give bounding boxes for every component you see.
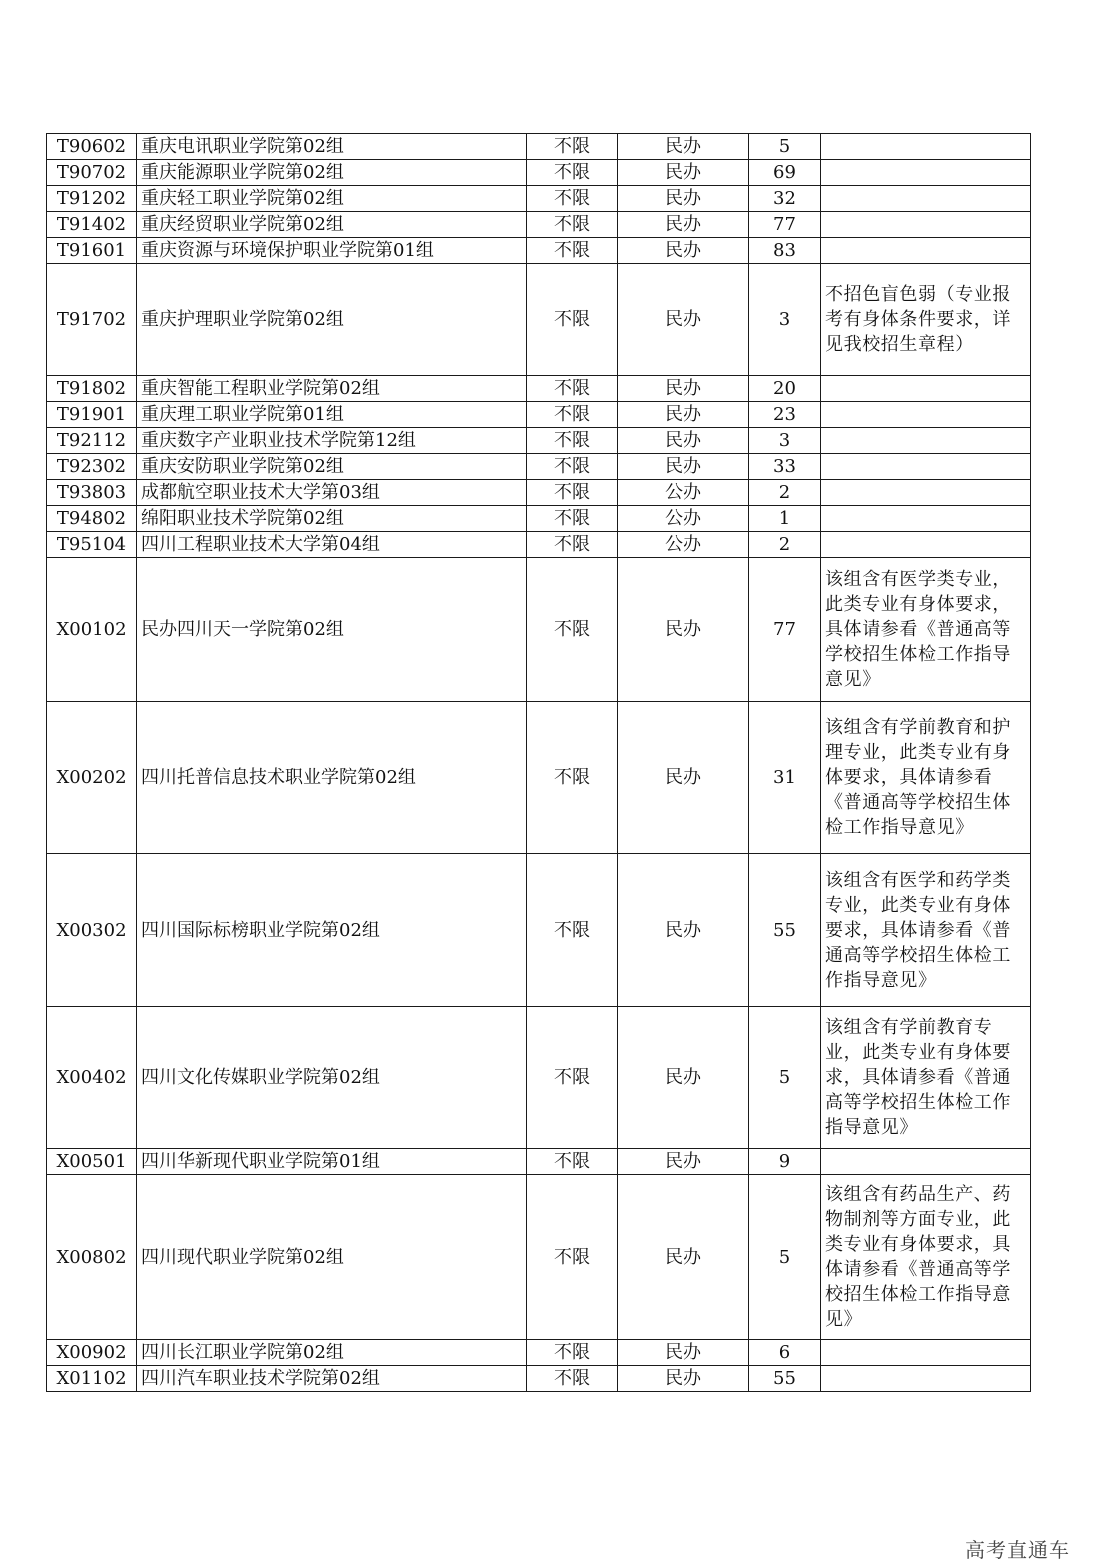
college-name-cell: 重庆能源职业学院第02组 bbox=[137, 160, 527, 186]
subject-limit-cell: 不限 bbox=[527, 506, 618, 532]
group-code-cell: X00102 bbox=[47, 558, 137, 702]
remark-cell bbox=[821, 238, 1031, 264]
table-row bbox=[47, 212, 1031, 238]
remark-cell bbox=[821, 186, 1031, 212]
group-code-cell: T90602 bbox=[47, 134, 137, 160]
subject-limit-cell: 不限 bbox=[527, 428, 618, 454]
school-type-cell: 民办 bbox=[618, 1340, 749, 1366]
remark-cell: 不招色盲色弱（专业报考有身体条件要求，详见我校招生章程） bbox=[821, 264, 1031, 376]
table-row bbox=[47, 238, 1031, 264]
remark-cell: 该组含有学前教育专业，此类专业有身体要求，具体请参看《普通高等学校招生体检工作指导意见》 bbox=[821, 1007, 1031, 1149]
subject-limit-cell: 不限 bbox=[527, 1340, 618, 1366]
subject-limit-cell: 不限 bbox=[527, 186, 618, 212]
plan-count-cell: 2 bbox=[749, 480, 821, 506]
plan-count-cell: 3 bbox=[749, 428, 821, 454]
remark-cell bbox=[821, 212, 1031, 238]
table-row bbox=[47, 532, 1031, 558]
college-name-cell: 重庆经贸职业学院第02组 bbox=[137, 212, 527, 238]
group-code-cell: T95104 bbox=[47, 532, 137, 558]
subject-limit-cell: 不限 bbox=[527, 402, 618, 428]
college-name-cell: 绵阳职业技术学院第02组 bbox=[137, 506, 527, 532]
subject-limit-cell: 不限 bbox=[527, 1007, 618, 1149]
watermark-text: 高考直通车 bbox=[965, 1538, 1070, 1562]
school-type-cell: 公办 bbox=[618, 506, 749, 532]
table-row bbox=[47, 854, 1031, 1007]
table-row bbox=[47, 428, 1031, 454]
plan-count-cell: 23 bbox=[749, 402, 821, 428]
plan-count-cell: 3 bbox=[749, 264, 821, 376]
plan-count-cell: 5 bbox=[749, 134, 821, 160]
table-row bbox=[47, 454, 1031, 480]
subject-limit-cell: 不限 bbox=[527, 238, 618, 264]
school-type-cell: 民办 bbox=[618, 212, 749, 238]
school-type-cell: 民办 bbox=[618, 454, 749, 480]
group-code-cell: X00302 bbox=[47, 854, 137, 1007]
plan-count-cell: 20 bbox=[749, 376, 821, 402]
plan-count-cell: 69 bbox=[749, 160, 821, 186]
subject-limit-cell: 不限 bbox=[527, 1149, 618, 1175]
school-type-cell: 民办 bbox=[618, 160, 749, 186]
college-name-cell: 重庆轻工职业学院第02组 bbox=[137, 186, 527, 212]
plan-count-cell: 77 bbox=[749, 558, 821, 702]
group-code-cell: T92302 bbox=[47, 454, 137, 480]
table-row bbox=[47, 702, 1031, 854]
school-type-cell: 民办 bbox=[618, 402, 749, 428]
table-row bbox=[47, 402, 1031, 428]
college-name-cell: 民办四川天一学院第02组 bbox=[137, 558, 527, 702]
college-name-cell: 四川文化传媒职业学院第02组 bbox=[137, 1007, 527, 1149]
school-type-cell: 民办 bbox=[618, 264, 749, 376]
remark-cell bbox=[821, 454, 1031, 480]
college-name-cell: 重庆安防职业学院第02组 bbox=[137, 454, 527, 480]
plan-count-cell: 2 bbox=[749, 532, 821, 558]
table-body bbox=[47, 134, 1031, 1392]
table-row bbox=[47, 1007, 1031, 1149]
subject-limit-cell: 不限 bbox=[527, 532, 618, 558]
plan-count-cell: 5 bbox=[749, 1175, 821, 1340]
group-code-cell: T91601 bbox=[47, 238, 137, 264]
group-code-cell: T90702 bbox=[47, 160, 137, 186]
subject-limit-cell: 不限 bbox=[527, 702, 618, 854]
college-name-cell: 重庆数字产业职业技术学院第12组 bbox=[137, 428, 527, 454]
school-type-cell: 民办 bbox=[618, 1007, 749, 1149]
remark-cell: 该组含有医学和药学类专业，此类专业有身体要求，具体请参看《普通高等学校招生体检工作指导意见》 bbox=[821, 854, 1031, 1007]
group-code-cell: X00902 bbox=[47, 1340, 137, 1366]
group-code-cell: T91202 bbox=[47, 186, 137, 212]
group-code-cell: T91702 bbox=[47, 264, 137, 376]
college-name-cell: 四川长江职业学院第02组 bbox=[137, 1340, 527, 1366]
school-type-cell: 民办 bbox=[618, 428, 749, 454]
plan-count-cell: 1 bbox=[749, 506, 821, 532]
subject-limit-cell: 不限 bbox=[527, 134, 618, 160]
plan-count-cell: 31 bbox=[749, 702, 821, 854]
subject-limit-cell: 不限 bbox=[527, 480, 618, 506]
school-type-cell: 公办 bbox=[618, 480, 749, 506]
subject-limit-cell: 不限 bbox=[527, 558, 618, 702]
remark-cell bbox=[821, 428, 1031, 454]
group-code-cell: T91802 bbox=[47, 376, 137, 402]
table-row bbox=[47, 480, 1031, 506]
plan-count-cell: 55 bbox=[749, 854, 821, 1007]
group-code-cell: T91402 bbox=[47, 212, 137, 238]
plan-count-cell: 6 bbox=[749, 1340, 821, 1366]
school-type-cell: 民办 bbox=[618, 238, 749, 264]
college-name-cell: 四川国际标榜职业学院第02组 bbox=[137, 854, 527, 1007]
table-row bbox=[47, 1149, 1031, 1175]
subject-limit-cell: 不限 bbox=[527, 454, 618, 480]
table-row bbox=[47, 186, 1031, 212]
table-row bbox=[47, 1175, 1031, 1340]
remark-cell: 该组含有药品生产、药物制剂等方面专业，此类专业有身体要求，具体请参看《普通高等学校招生体检工作指导意见》 bbox=[821, 1175, 1031, 1340]
subject-limit-cell: 不限 bbox=[527, 376, 618, 402]
table-row bbox=[47, 506, 1031, 532]
plan-count-cell: 9 bbox=[749, 1149, 821, 1175]
remark-cell bbox=[821, 376, 1031, 402]
plan-count-cell: 33 bbox=[749, 454, 821, 480]
school-type-cell: 民办 bbox=[618, 186, 749, 212]
subject-limit-cell: 不限 bbox=[527, 1366, 618, 1392]
group-code-cell: X00202 bbox=[47, 702, 137, 854]
group-code-cell: T91901 bbox=[47, 402, 137, 428]
plan-count-cell: 5 bbox=[749, 1007, 821, 1149]
table-row bbox=[47, 1340, 1031, 1366]
table-row bbox=[47, 558, 1031, 702]
remark-cell: 该组含有医学类专业，此类专业有身体要求，具体请参看《普通高等学校招生体检工作指导意见》 bbox=[821, 558, 1031, 702]
school-type-cell: 民办 bbox=[618, 1366, 749, 1392]
remark-cell bbox=[821, 160, 1031, 186]
school-type-cell: 民办 bbox=[618, 854, 749, 1007]
table-row bbox=[47, 134, 1031, 160]
group-code-cell: T93803 bbox=[47, 480, 137, 506]
college-name-cell: 重庆智能工程职业学院第02组 bbox=[137, 376, 527, 402]
subject-limit-cell: 不限 bbox=[527, 212, 618, 238]
remark-cell bbox=[821, 402, 1031, 428]
college-name-cell: 重庆电讯职业学院第02组 bbox=[137, 134, 527, 160]
group-code-cell: T94802 bbox=[47, 506, 137, 532]
group-code-cell: X01102 bbox=[47, 1366, 137, 1392]
remark-cell bbox=[821, 134, 1031, 160]
table-row bbox=[47, 376, 1031, 402]
enrollment-plan-table bbox=[46, 133, 1031, 1392]
remark-cell bbox=[821, 1149, 1031, 1175]
college-name-cell: 重庆资源与环境保护职业学院第01组 bbox=[137, 238, 527, 264]
group-code-cell: X00501 bbox=[47, 1149, 137, 1175]
remark-cell: 该组含有学前教育和护理专业，此类专业有身体要求，具体请参看《普通高等学校招生体检工作指导意见》 bbox=[821, 702, 1031, 854]
remark-cell bbox=[821, 1366, 1031, 1392]
group-code-cell: X00402 bbox=[47, 1007, 137, 1149]
plan-count-cell: 77 bbox=[749, 212, 821, 238]
remark-cell bbox=[821, 506, 1031, 532]
table-row bbox=[47, 264, 1031, 376]
college-name-cell: 四川汽车职业技术学院第02组 bbox=[137, 1366, 527, 1392]
school-type-cell: 民办 bbox=[618, 702, 749, 854]
subject-limit-cell: 不限 bbox=[527, 160, 618, 186]
school-type-cell: 民办 bbox=[618, 134, 749, 160]
table-row bbox=[47, 1366, 1031, 1392]
college-name-cell: 重庆理工职业学院第01组 bbox=[137, 402, 527, 428]
remark-cell bbox=[821, 1340, 1031, 1366]
school-type-cell: 公办 bbox=[618, 532, 749, 558]
college-name-cell: 重庆护理职业学院第02组 bbox=[137, 264, 527, 376]
plan-count-cell: 55 bbox=[749, 1366, 821, 1392]
college-name-cell: 四川托普信息技术职业学院第02组 bbox=[137, 702, 527, 854]
group-code-cell: T92112 bbox=[47, 428, 137, 454]
subject-limit-cell: 不限 bbox=[527, 1175, 618, 1340]
college-name-cell: 四川现代职业学院第02组 bbox=[137, 1175, 527, 1340]
school-type-cell: 民办 bbox=[618, 1175, 749, 1340]
plan-count-cell: 83 bbox=[749, 238, 821, 264]
school-type-cell: 民办 bbox=[618, 376, 749, 402]
school-type-cell: 民办 bbox=[618, 1149, 749, 1175]
remark-cell bbox=[821, 480, 1031, 506]
college-name-cell: 成都航空职业技术大学第03组 bbox=[137, 480, 527, 506]
subject-limit-cell: 不限 bbox=[527, 264, 618, 376]
remark-cell bbox=[821, 532, 1031, 558]
group-code-cell: X00802 bbox=[47, 1175, 137, 1340]
plan-count-cell: 32 bbox=[749, 186, 821, 212]
subject-limit-cell: 不限 bbox=[527, 854, 618, 1007]
school-type-cell: 民办 bbox=[618, 558, 749, 702]
college-name-cell: 四川工程职业技术大学第04组 bbox=[137, 532, 527, 558]
table-row bbox=[47, 160, 1031, 186]
college-name-cell: 四川华新现代职业学院第01组 bbox=[137, 1149, 527, 1175]
